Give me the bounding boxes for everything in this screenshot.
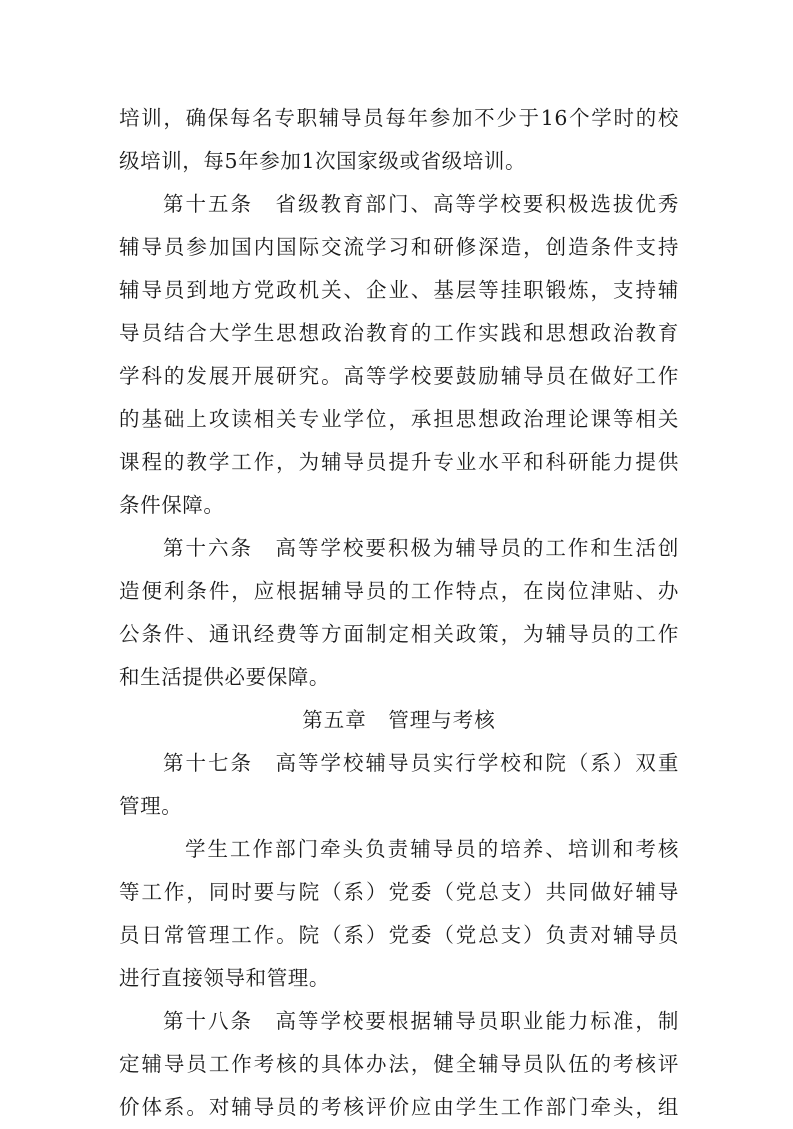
- article-15-line: 第十五条 省级教育部门、高等学校要积极选拔优秀: [163, 192, 679, 216]
- text-line: 学生工作部门牵头负责辅导员的培养、培训和考核: [185, 837, 679, 861]
- text-line: 辅导员到地方党政机关、企业、基层等挂职锻炼，支持辅: [119, 278, 679, 302]
- text-line: 造便利条件，应根据辅导员的工作特点，在岗位津贴、办: [119, 579, 679, 603]
- article-16-line: 第十六条 高等学校要积极为辅导员的工作和生活创: [163, 536, 679, 560]
- text-line: 辅导员参加国内国际交流学习和研修深造，创造条件支持: [119, 235, 679, 259]
- text-line: 和生活提供必要保障。: [119, 665, 330, 689]
- text-line: 管理。: [119, 794, 183, 818]
- text-line: 公条件、通讯经费等方面制定相关政策，为辅导员的工作: [119, 622, 679, 646]
- text-line: 等工作，同时要与院（系）党委（党总支）共同做好辅导: [119, 880, 679, 904]
- article-18-line: 第十八条 高等学校要根据辅导员职业能力标准，制: [163, 1009, 679, 1033]
- text-line: 学科的发展开展研究。高等学校要鼓励辅导员在做好工作: [119, 364, 679, 388]
- text-line: 员日常管理工作。院（系）党委（党总支）负责对辅导员: [119, 923, 679, 947]
- text-line: 级培训，每5年参加1次国家级或省级培训。: [119, 149, 527, 173]
- article-17-line: 第十七条 高等学校辅导员实行学校和院（系）双重: [163, 751, 679, 775]
- chapter-heading: 第五章 管理与考核: [302, 708, 496, 732]
- text-line: 课程的教学工作，为辅导员提升专业水平和科研能力提供: [119, 450, 679, 474]
- text-line: 条件保障。: [119, 493, 225, 517]
- text-line: 价体系。对辅导员的考核评价应由学生工作部门牵头，组: [119, 1095, 679, 1119]
- text-line: 进行直接领导和管理。: [119, 966, 330, 990]
- text-line: 导员结合大学生思想政治教育的工作实践和思想政治教育: [119, 321, 679, 345]
- text-line: 定辅导员工作考核的具体办法，健全辅导员队伍的考核评: [119, 1052, 679, 1076]
- text-line: 培训，确保每名专职辅导员每年参加不少于16个学时的校: [119, 106, 679, 130]
- text-line: 的基础上攻读相关专业学位，承担思想政治理论课等相关: [119, 407, 679, 431]
- document-body: [119, 97, 679, 1129]
